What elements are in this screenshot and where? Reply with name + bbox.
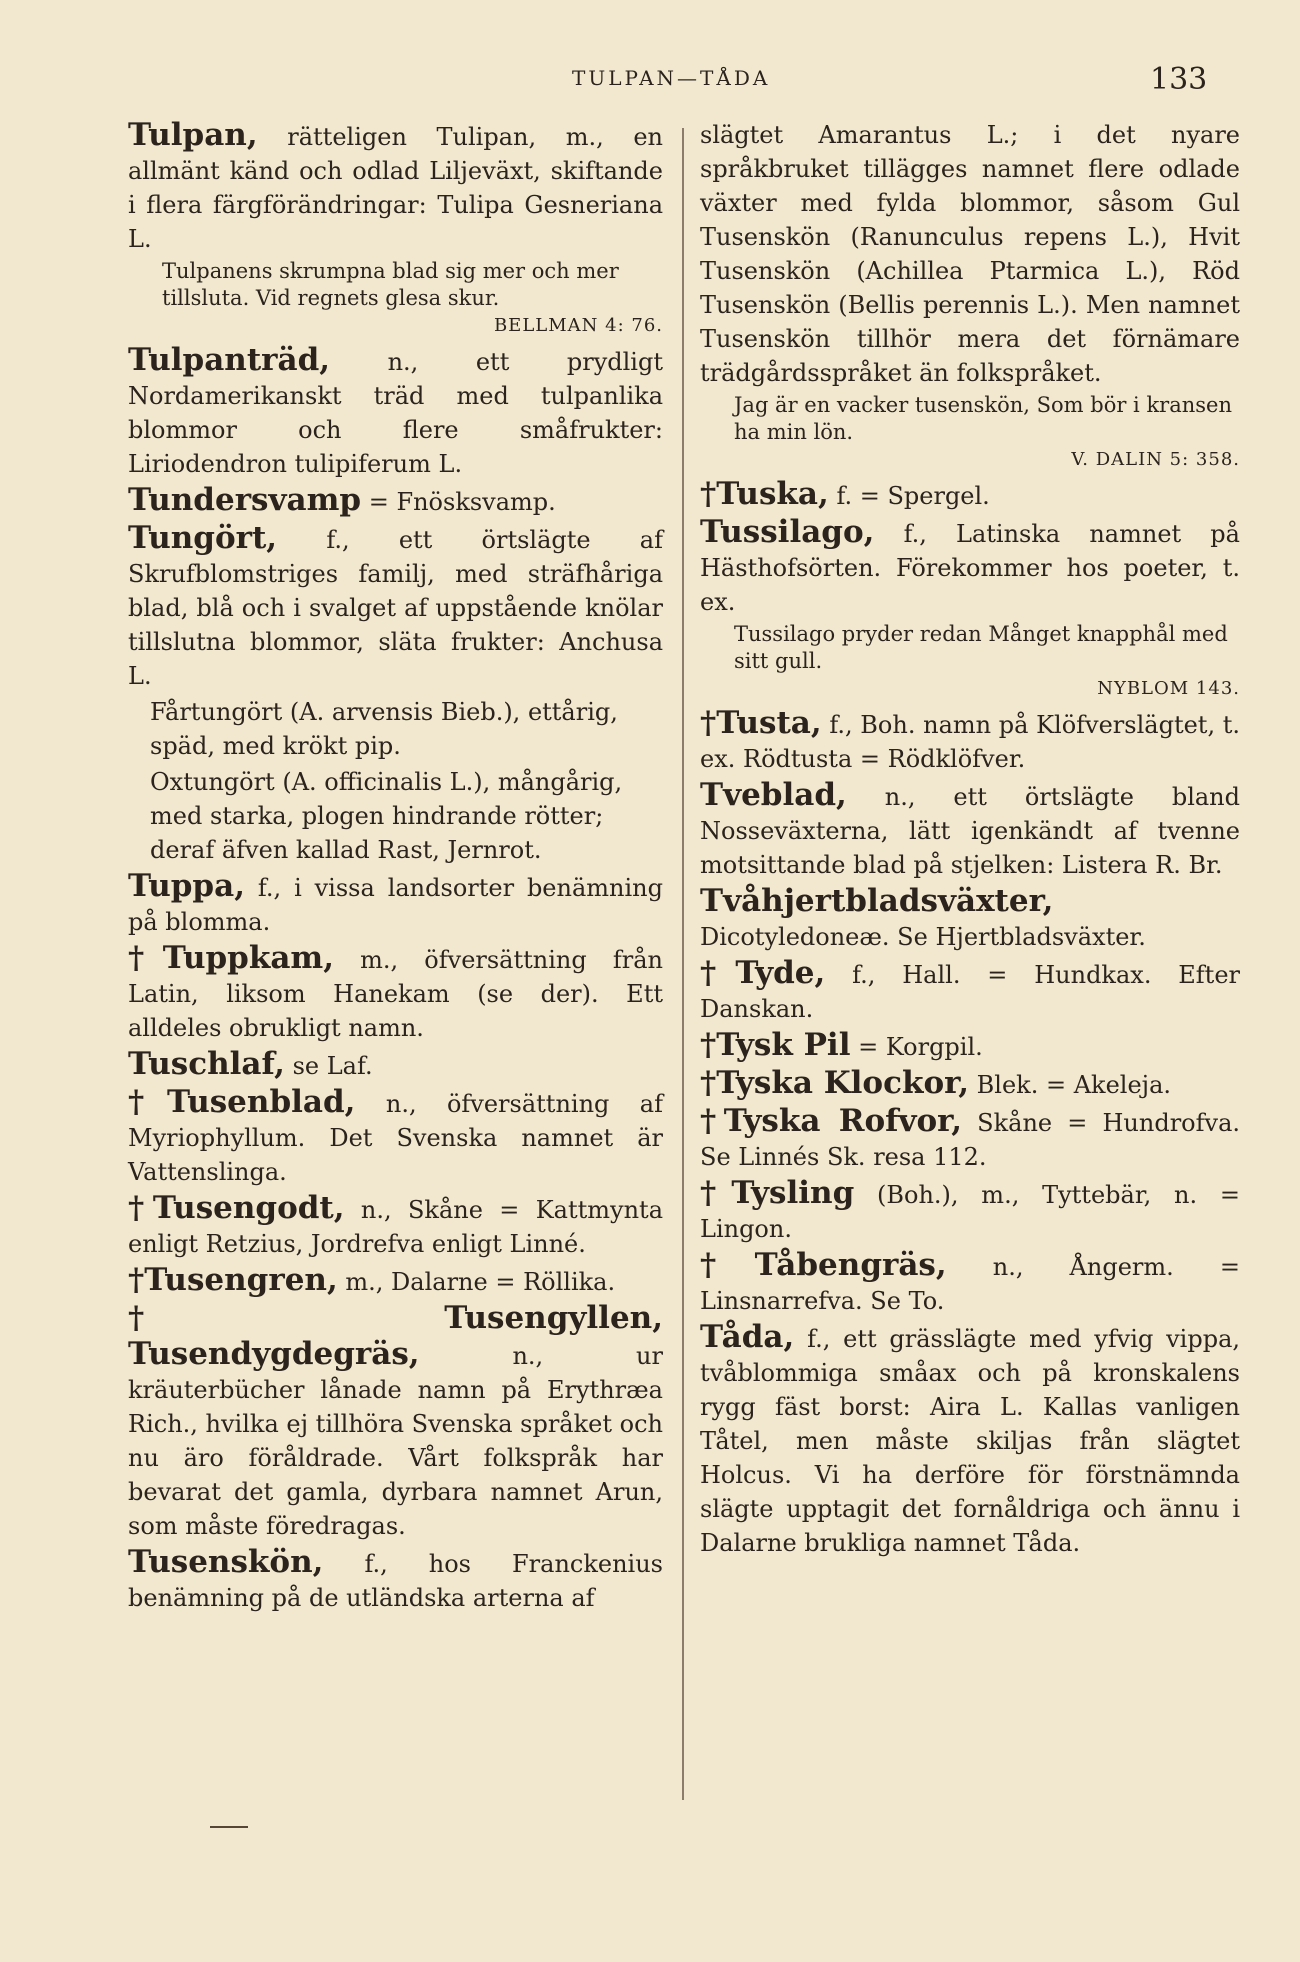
- entry-headword: Tusenskön,: [128, 1544, 324, 1580]
- dictionary-entry: [700, 1176, 1240, 1246]
- sub-entry: Oxtungört (A. officinalis L.), mångårig, med starka, plogen hindrande rötter; deraf äfven kallad Rast, Jernrot.: [150, 768, 623, 864]
- entry-text: m., Dalarne = Röllika.: [345, 1268, 616, 1296]
- left-column: [128, 118, 663, 1617]
- entry-text: Blek. = Akeleja.: [976, 1071, 1172, 1099]
- quotation: [700, 621, 1240, 702]
- entry-text: f., i vissa landsorter benämning på blomma.: [128, 874, 663, 936]
- entry-headword: Tulpanträd,: [128, 342, 331, 378]
- entry-headword: †Tusengyllen, Tusendygdegräs,: [128, 1300, 663, 1372]
- dictionary-entry: [700, 884, 1240, 954]
- entry-headword: Tungört,: [128, 520, 278, 556]
- entry-text: n., öfversättning af Myriophyllum. Det Svenska namnet är Vattenslinga.: [128, 1090, 663, 1186]
- dictionary-entry: [700, 956, 1240, 1026]
- entry-headword: Tveblad,: [700, 777, 847, 813]
- dictionary-entry: [128, 1545, 663, 1615]
- dictionary-entry: [700, 1320, 1240, 1560]
- entry-headword: †Tåbengräs,: [700, 1247, 947, 1283]
- quotation-source: V. DALIN 5: 358.: [1071, 449, 1240, 470]
- entry-text: n., ett örtslägte bland Nosseväxterna, lätt igenkändt af tvenne motsittande blad på stjelken: Listera R. Br.: [700, 783, 1240, 879]
- dictionary-entry: [128, 1263, 663, 1299]
- dictionary-entry: [128, 1047, 663, 1083]
- entry-text: f., hos Franckenius benämning på de utländska arterna af: [128, 1550, 663, 1612]
- entry-text: f., Boh. namn på Klöfverslägtet, t. ex. Rödtusta = Rödklöfver.: [700, 711, 1241, 773]
- entry-headword: †Tuska,: [700, 476, 829, 512]
- entry-headword: Tuschlaf,: [128, 1046, 285, 1082]
- entry-text: = Fnösksvamp.: [368, 488, 556, 516]
- entry-headword: Tulpan,: [128, 117, 258, 153]
- running-head: TULPAN—TÅDA: [572, 66, 771, 90]
- entry-text: n., Ångerm. = Linsnarrefva. Se To.: [700, 1253, 1240, 1315]
- entry-headword: †Tusengren,: [128, 1262, 338, 1298]
- entry-text: f. = Spergel.: [836, 482, 990, 510]
- entry-text: Skåne = Hundrofva. Se Linnés Sk. resa 112.: [700, 1109, 1240, 1171]
- entry-headword: †Tyska Klockor,: [700, 1065, 969, 1101]
- quotation-text: Tussilago pryder redan Månget knapphål med sitt gull.: [734, 622, 1228, 673]
- dictionary-entry: [128, 118, 663, 256]
- entry-text: slägtet Amarantus L.; i det nyare språkbruket tillägges namnet flere odlade växter med fylda blommor, såsom Gul Tusenskön (Ranunculus repens L.), Hvit Tusenskön (Achillea Ptarmica L.), Röd Tusenskön (Bellis perennis L.). Men namnet Tusenskön tillhör mera det förnämare trädgårdsspråket än folkspråket.: [700, 121, 1240, 387]
- entry-text: f., Hall. = Hundkax. Efter Danskan.: [700, 961, 1241, 1023]
- dictionary-entry: [700, 477, 1240, 513]
- dictionary-entry: [128, 1191, 663, 1261]
- entry-text: f., ett örtslägte af Skrufblomstriges familj, med sträfhåriga blad, blå och i svalget af uppstående knölar tillslutna blommor, släta frukter: Anchusa L.: [128, 526, 663, 690]
- quotation-source: BELLMAN 4: 76.: [493, 315, 663, 336]
- dictionary-entry: [700, 1028, 1240, 1064]
- dictionary-entry: [128, 941, 663, 1045]
- dictionary-entry: [128, 1085, 663, 1189]
- quotation: [700, 392, 1240, 473]
- entry-headword: Tvåhjertbladsväxter,: [700, 883, 1054, 919]
- entry-headword: Tåda,: [700, 1319, 795, 1355]
- entry-text: = Korgpil.: [858, 1033, 983, 1061]
- entry-text: n., ett prydligt Nordamerikanskt träd med tulpanlika blommor och flere småfrukter: Liriodendron tulipiferum L.: [128, 348, 663, 478]
- entry-headword: Tundersvamp: [128, 482, 362, 518]
- dictionary-entry: [128, 869, 663, 939]
- dictionary-entry: [128, 343, 663, 481]
- dictionary-entry: [700, 778, 1240, 882]
- entry-headword: †Tyde,: [700, 955, 826, 991]
- dictionary-entry: [128, 483, 663, 519]
- entry-headword: †Tuppkam,: [128, 940, 334, 976]
- dictionary-entry: [700, 1066, 1240, 1102]
- entry-headword: Tussilago,: [700, 514, 875, 550]
- entry-text: rätteligen Tulipan, m., en allmänt känd och odlad Liljeväxt, skiftande i flera färgförändringar: Tulipa Gesneriana L.: [128, 123, 663, 253]
- page-header: [0, 62, 1300, 102]
- dictionary-entry: [700, 1104, 1240, 1174]
- entry-text: n., Skåne = Kattmynta enligt Retzius, Jordrefva enligt Linné.: [128, 1196, 664, 1258]
- column-divider: [682, 128, 684, 1800]
- entry-headword: †Tusengodt,: [128, 1190, 345, 1226]
- sub-entry: Fårtungört (A. arvensis Bieb.), ettårig, späd, med krökt pip.: [150, 698, 618, 760]
- dictionary-entry: [700, 118, 1240, 390]
- entry-headword: †Tysling: [700, 1175, 855, 1211]
- dictionary-entry: [700, 706, 1240, 776]
- dictionary-entry: [128, 1301, 663, 1543]
- entry-headword: Tuppa,: [128, 868, 245, 904]
- right-column: [700, 118, 1240, 1562]
- dictionary-entry: [128, 521, 663, 693]
- quotation-text: Tulpanens skrumpna blad sig mer och mer tillsluta. Vid regnets glesa skur.: [162, 259, 619, 310]
- entry-headword: †Tusenblad,: [128, 1084, 356, 1120]
- entry-text: m., öfversättning från Latin, liksom Hanekam (se der). Ett alldeles obrukligt namn.: [128, 946, 663, 1042]
- entry-text: f., Latinska namnet på Hästhofsörten. Förekommer hos poeter, t. ex.: [700, 520, 1240, 616]
- entry-headword: †Tyska Rofvor,: [700, 1103, 963, 1139]
- quotation-text: Jag är en vacker tusenskön, Som bör i kransen ha min lön.: [734, 393, 1232, 444]
- bottom-dash: [210, 1826, 248, 1828]
- page-number: 133: [1150, 62, 1208, 97]
- entry-text: f., ett grässlägte med yfvig vippa, tvåblommiga småax och på kronskalens rygg fäst borst: Aira L. Kallas vanligen Tåtel, men måste skiljas från slägtet Holcus. Vi ha derföre för förstnämnda slägte upptagit det fornåldriga och ännu i Dalarne brukliga namnet Tåda.: [700, 1325, 1240, 1557]
- quotation-source: NYBLOM 143.: [1097, 678, 1240, 699]
- dictionary-entry: [700, 1248, 1240, 1318]
- dictionary-entry: [700, 515, 1240, 619]
- entry-headword: †Tusta,: [700, 705, 822, 741]
- entry-text: Dicotyledoneæ. Se Hjertbladsväxter.: [700, 923, 1146, 951]
- entry-text: n., ur kräuterbücher lånade namn på Erythræa Rich., hvilka ej tillhöra Svenska språket och nu äro föråldrade. Vårt folkspråk har bevarat det gamla, dyrbara namnet Arun, som måste föredragas.: [128, 1342, 663, 1540]
- entry-text: (Boh.), m., Tyttebär, n. = Lingon.: [700, 1181, 1240, 1243]
- entry-text: se Laf.: [292, 1052, 373, 1080]
- entry-headword: †Tysk Pil: [700, 1027, 851, 1063]
- quotation: [128, 258, 663, 339]
